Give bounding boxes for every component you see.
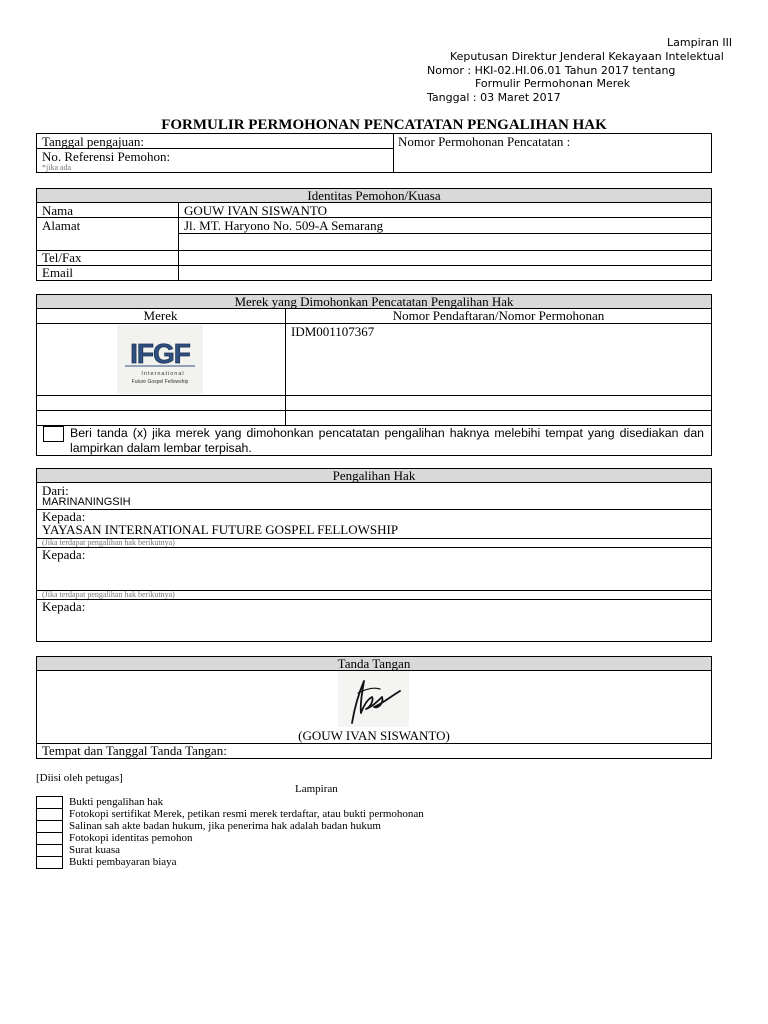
lampiran-label: Lampiran	[295, 783, 338, 795]
pengalihan-note1: (Jika terdapat pengalihan hak berikutnya)	[42, 538, 175, 547]
identitas-table	[36, 202, 712, 281]
tanggal-pengajuan-label: Tanggal pengajuan:	[42, 134, 144, 149]
identitas-header: Identitas Pemohon/Kuasa	[36, 188, 712, 203]
merek-header: Merek yang Dimohonkan Pencatatan Pengalihan Hak	[36, 294, 712, 309]
logo-sub2-text: Future Gospel Fellowship	[131, 379, 189, 385]
header-tanggal: Tanggal : 03 Maret 2017	[427, 91, 561, 104]
lampiran-item: Fotokopi sertifikat Merek, petikan resmi merek terdaftar, atau bukti permohonan	[69, 808, 424, 820]
nama-label: Nama	[42, 203, 74, 218]
pengalihan-header: Pengalihan Hak	[36, 468, 712, 483]
nomor-permohonan-label: Nomor Permohonan Pencatatan :	[398, 134, 571, 149]
nomor-pendaftaran-col-header: Nomor Pendaftaran/Nomor Permohonan	[392, 308, 605, 323]
header-formulir: Formulir Permohonan Merek	[475, 77, 631, 90]
kepada1-label: Kepada:	[42, 509, 86, 524]
signature-image	[338, 671, 409, 727]
logo-main-text: IFGF	[130, 338, 190, 369]
merek-col-header: Merek	[143, 308, 178, 323]
lampiran-item: Bukti pengalihan hak	[69, 796, 164, 808]
email-label: Email	[42, 265, 74, 280]
signature-graphic	[338, 671, 409, 727]
lampiran-item: Salinan sah akte badan hukum, jika penerima hak adalah badan hukum	[69, 820, 381, 832]
lampiran-item: Fotokopi identitas pemohon	[69, 832, 193, 844]
tempat-tanggal-label: Tempat dan Tanggal Tanda Tangan:	[42, 743, 227, 758]
tanda-tangan-header: Tanda Tangan	[36, 656, 712, 671]
dari-value: MARINANINGSIH	[42, 496, 131, 508]
header-nomor: Nomor : HKI-02.HI.06.01 Tahun 2017 tentang	[427, 64, 676, 77]
merek-extra-checkbox[interactable]	[43, 426, 64, 442]
telfax-label: Tel/Fax	[42, 250, 82, 265]
header-lampiran: Lampiran III	[667, 36, 733, 49]
referensi-label: No. Referensi Pemohon:	[42, 149, 171, 164]
logo-sub1-text: International	[141, 371, 185, 377]
ifgf-logo	[117, 325, 203, 394]
lampiran-item: Surat kuasa	[69, 844, 121, 856]
kepada1-value: YAYASAN INTERNATIONAL FUTURE GOSPEL FELLOWSHIP	[42, 522, 399, 537]
alamat-label: Alamat	[42, 218, 81, 233]
header-keputusan: Keputusan Direktur Jenderal Kekayaan Intelektual	[450, 50, 724, 63]
lampiran-checkbox[interactable]	[36, 856, 63, 869]
referensi-note: *jika ada	[42, 163, 72, 172]
nama-value: GOUW IVAN SISWANTO	[184, 203, 328, 218]
petugas-label: [Diisi oleh petugas]	[36, 772, 123, 784]
merek-note: Beri tanda (x) jika merek yang dimohonkan pencatatan pengalihan haknya melebihi tempat yang disediakan dan lampirkan dalam lembar terpisah.	[70, 426, 704, 455]
nomor-pendaftaran-value: IDM001107367	[291, 324, 375, 339]
signer-name: (GOUW IVAN SISWANTO)	[298, 728, 450, 743]
pengalihan-table	[36, 482, 712, 642]
pengalihan-note2: (Jika terdapat pengalihan hak berikutnya)	[42, 590, 175, 599]
ifgf-logo-graphic	[117, 325, 203, 394]
kepada2-label: Kepada:	[42, 547, 86, 562]
alamat-value: Jl. MT. Haryono No. 509-A Semarang	[184, 218, 384, 233]
kepada3-label: Kepada:	[42, 599, 86, 614]
dari-label: Dari:	[42, 483, 69, 498]
page-title: FORMULIR PERMOHONAN PENCATATAN PENGALIHAN HAK	[161, 117, 607, 133]
lampiran-item: Bukti pembayaran biaya	[69, 856, 177, 868]
